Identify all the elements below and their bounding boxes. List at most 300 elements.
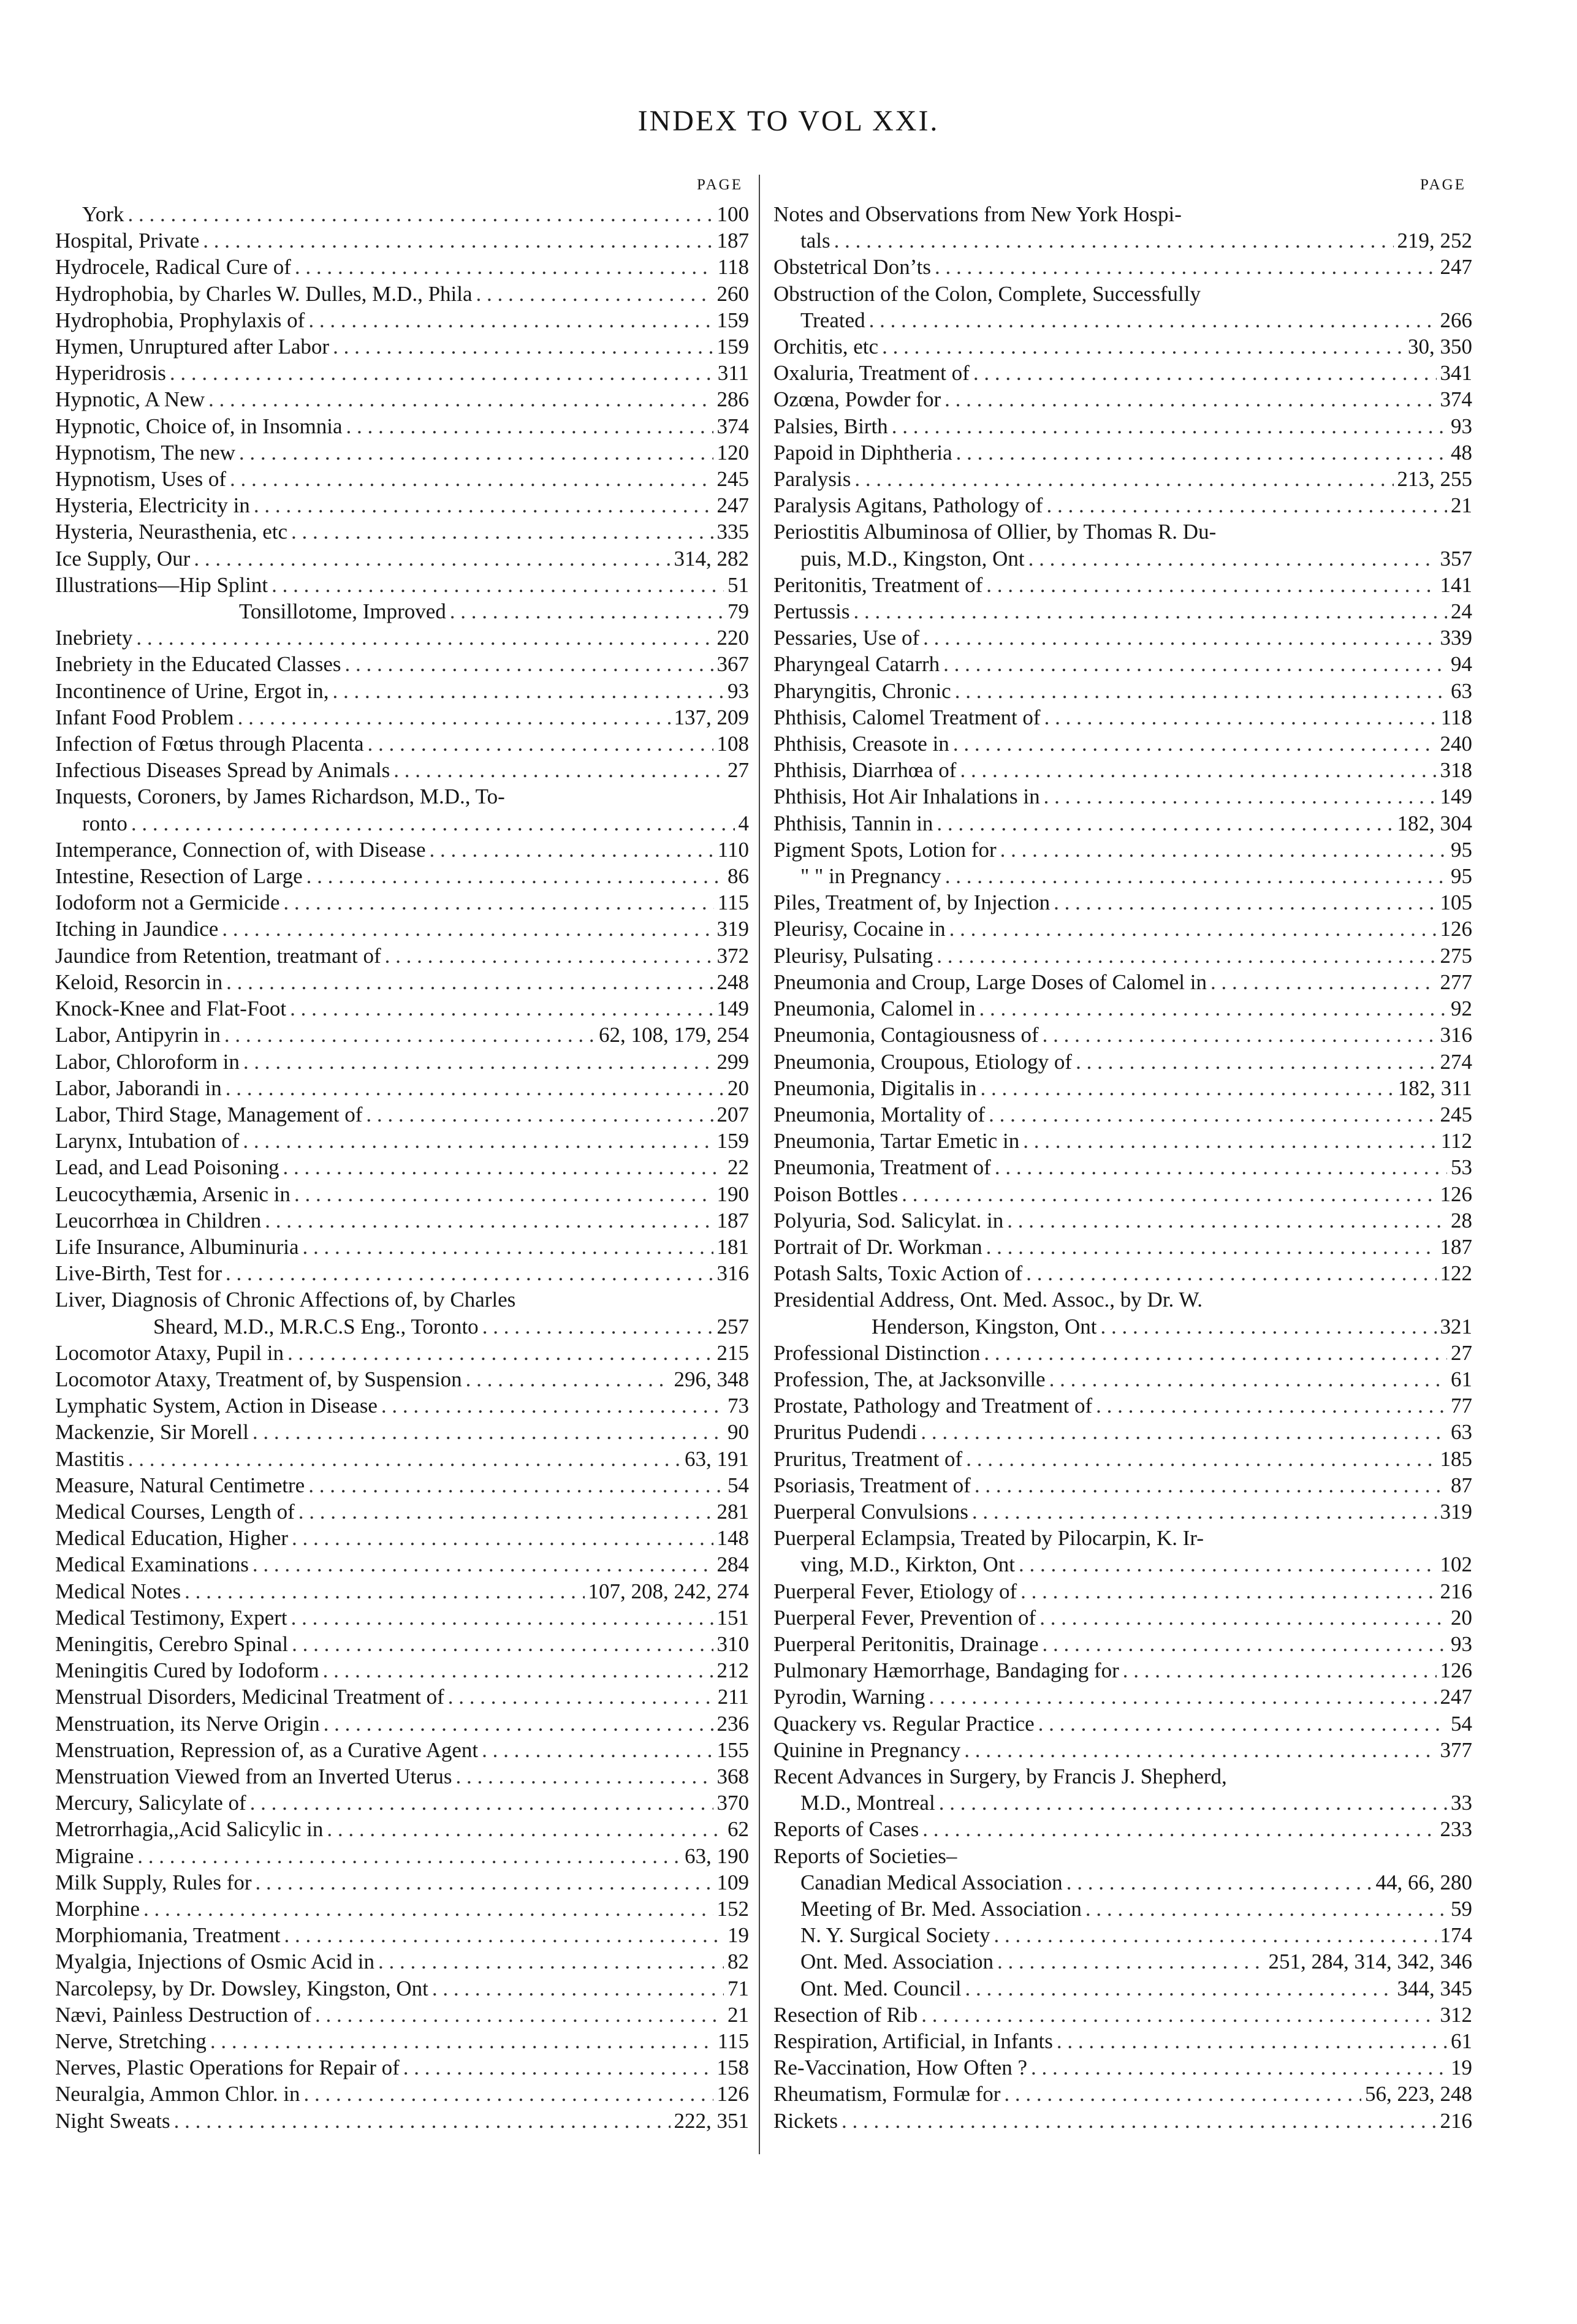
entry-term: Obstetrical Don’ts — [773, 255, 931, 279]
index-entry — [55, 889, 749, 916]
dot-leader — [1049, 1366, 1447, 1392]
entry-pages: 71 — [728, 1976, 749, 2000]
entry-term: Intestine, Resection of Large — [55, 864, 303, 889]
index-entry — [55, 1446, 749, 1472]
entry-line — [55, 1419, 749, 1445]
dot-leader — [136, 625, 713, 651]
entry-line — [55, 1392, 749, 1419]
entry-line — [773, 254, 1472, 280]
entry-term: Paralysis Agitans, Pathology of — [773, 493, 1043, 518]
entry-pages: 24 — [1451, 599, 1472, 624]
page-column-heading-left: PAGE — [697, 177, 743, 193]
entry-term: Poison Bottles — [773, 1182, 899, 1206]
entry-line — [55, 863, 749, 889]
entry-line — [55, 1207, 749, 1234]
entry-line — [773, 1128, 1472, 1154]
index-entry — [773, 1446, 1472, 1472]
index-entry — [55, 1711, 749, 1737]
entry-term: Puerperal Peritonitis, Drainage — [773, 1631, 1039, 1656]
entry-term: Polyuria, Sod. Salicylat. in — [773, 1208, 1004, 1232]
entry-term: Ont. Med. Association — [800, 1950, 994, 1974]
dot-leader — [1123, 1657, 1437, 1684]
index-entry — [55, 518, 749, 545]
entry-pages: 126 — [1440, 1182, 1472, 1206]
dot-leader — [254, 492, 713, 518]
dot-leader — [1043, 1022, 1437, 1048]
index-entry — [55, 2002, 749, 2028]
dot-leader — [981, 1075, 1394, 1101]
index-entry — [773, 651, 1472, 677]
entry-line — [55, 757, 749, 783]
entry-term: Medical Examinations — [55, 1552, 249, 1577]
entry-term: Pneumonia, Mortality of — [773, 1102, 986, 1126]
dot-leader — [327, 1816, 724, 1842]
dot-leader — [929, 1684, 1436, 1710]
entry-pages: 118 — [1440, 705, 1472, 729]
entry-term: Hysteria, Neurasthenia, etc — [55, 520, 288, 544]
entry-line — [773, 1154, 1472, 1180]
dot-leader — [253, 1419, 724, 1445]
entry-line — [55, 704, 749, 731]
dot-leader — [210, 2028, 714, 2054]
entry-pages: 21 — [1451, 493, 1472, 518]
entry-pages: 377 — [1440, 1737, 1472, 1762]
entry-pages: 87 — [1451, 1473, 1472, 1497]
entry-pages: 233 — [1440, 1817, 1472, 1842]
entry-line — [55, 1101, 749, 1128]
dot-leader — [1000, 837, 1447, 863]
entry-term: Phthisis, Diarrhœa of — [773, 758, 957, 783]
dot-leader — [1096, 1392, 1447, 1419]
entry-line — [773, 995, 1472, 1022]
dot-leader — [385, 943, 713, 969]
dot-leader — [975, 1472, 1447, 1498]
entry-line — [773, 2081, 1472, 2107]
entry-line — [55, 1604, 749, 1631]
entry-pages: 299 — [716, 1049, 749, 1074]
entry-pages: 247 — [716, 493, 749, 518]
index-entry — [773, 1181, 1472, 1207]
index-entry — [55, 1869, 749, 1896]
dot-leader — [298, 1498, 713, 1525]
dot-leader — [842, 2108, 1437, 2134]
entry-term: Metrorrhagia,,Acid Salicylic in — [55, 1817, 324, 1842]
dot-leader — [174, 2108, 671, 2134]
entry-pages: 368 — [716, 1764, 749, 1788]
entry-pages: 95 — [1451, 837, 1472, 862]
entry-line — [773, 1313, 1472, 1340]
index-entry — [773, 1631, 1472, 1657]
index-entry — [55, 1366, 749, 1392]
entry-term: Infant Food Problem — [55, 705, 234, 729]
entry-line — [55, 1525, 749, 1551]
entry-line — [55, 1684, 749, 1710]
dot-leader — [1023, 1128, 1437, 1154]
entry-term: Rheumatism, Formulæ for — [773, 2082, 1001, 2106]
entry-line — [55, 731, 749, 757]
dot-leader — [284, 1922, 724, 1948]
entry-line — [55, 307, 749, 333]
entry-pages: 319 — [1440, 1499, 1472, 1524]
index-entry — [55, 1975, 749, 2002]
entry-pages: 77 — [1451, 1394, 1472, 1418]
index-entry — [773, 1737, 1472, 1763]
index-entry — [55, 492, 749, 518]
dot-leader — [1020, 1578, 1436, 1604]
entry-term: Lymphatic System, Action in Disease — [55, 1394, 378, 1418]
dot-leader — [238, 704, 671, 731]
entry-term: Night Sweats — [55, 2108, 170, 2133]
entry-term: Peritonitis, Treatment of — [773, 572, 983, 597]
entry-pages: 126 — [1440, 917, 1472, 941]
entry-pages: 51 — [728, 572, 749, 597]
entry-line — [55, 1631, 749, 1657]
index-entry — [773, 1234, 1472, 1260]
dot-leader — [295, 254, 714, 280]
dot-leader — [476, 281, 713, 307]
entry-line — [773, 492, 1472, 518]
entry-term: Quinine in Pregnancy — [773, 1737, 961, 1762]
entry-pages: 93 — [1451, 414, 1472, 438]
entry-term: Menstruation Viewed from an Inverted Uterus — [55, 1764, 452, 1788]
entry-pages: 54 — [1451, 1711, 1472, 1736]
index-entry — [773, 1869, 1472, 1896]
entry-line — [773, 1075, 1472, 1101]
index-entry — [773, 1260, 1472, 1286]
entry-line — [55, 466, 749, 492]
entry-term: Locomotor Ataxy, Treatment of, by Suspension — [55, 1367, 462, 1391]
entry-pages: 187 — [716, 1208, 749, 1232]
index-entry — [55, 731, 749, 757]
entry-term: Psoriasis, Treatment of — [773, 1473, 971, 1497]
entry-line — [773, 916, 1472, 942]
entry-line — [773, 2108, 1472, 2134]
entry-pages: 73 — [728, 1394, 749, 1418]
dot-leader — [381, 1392, 724, 1419]
entry-pages: 54 — [728, 1473, 749, 1497]
dot-leader — [287, 1340, 713, 1366]
index-entry — [773, 1366, 1472, 1392]
entry-pages: 266 — [1440, 308, 1472, 332]
entry-pages: 20 — [728, 1076, 749, 1100]
entry-term: Morphiomania, Treatment — [55, 1923, 281, 1948]
entry-pages: 216 — [1440, 1579, 1472, 1603]
entry-term: Infectious Diseases Spread by Animals — [55, 758, 390, 783]
entry-term: Illustrations—Hip Splint — [55, 572, 268, 597]
entry-line — [773, 1551, 1472, 1578]
dot-leader — [935, 254, 1437, 280]
entry-pages: 374 — [716, 414, 749, 438]
index-entry — [773, 386, 1472, 412]
entry-line — [55, 1181, 749, 1207]
entry-line — [773, 1711, 1472, 1737]
entry-term: Pigment Spots, Lotion for — [773, 837, 997, 862]
entry-line — [55, 943, 749, 969]
entry-term: Re-Vaccination, How Often ? — [773, 2056, 1028, 2080]
entry-pages: 284 — [716, 1552, 749, 1577]
entry-line — [55, 1711, 749, 1737]
entry-term: Phthisis, Calomel Treatment of — [773, 705, 1041, 729]
index-entry — [55, 1392, 749, 1419]
index-entry — [773, 731, 1472, 757]
entry-pages: 92 — [1451, 997, 1472, 1021]
entry-pages: 216 — [1440, 2108, 1472, 2133]
entry-line — [773, 1975, 1472, 2002]
index-entry — [55, 281, 749, 307]
entry-term: Professional Distinction — [773, 1340, 981, 1365]
entry-pages: 187 — [1440, 1234, 1472, 1259]
entry-pages: 281 — [716, 1499, 749, 1524]
index-entry — [773, 1922, 1472, 1948]
dot-leader — [854, 466, 1393, 492]
dot-leader — [253, 1551, 713, 1578]
entry-pages: 4 — [738, 811, 749, 835]
dot-leader — [1046, 492, 1447, 518]
entry-term: Prostate, Pathology and Treatment of — [773, 1394, 1093, 1418]
dot-leader — [986, 572, 1436, 598]
entry-line — [55, 1869, 749, 1896]
entry-line — [773, 545, 1472, 572]
entry-pages: 27 — [1451, 1340, 1472, 1365]
page-column-heading-right: PAGE — [1420, 177, 1466, 193]
dot-leader — [943, 651, 1447, 677]
entry-pages: 120 — [716, 440, 749, 465]
index-entries-right — [773, 201, 1472, 2134]
entry-line — [55, 227, 749, 254]
entry-term: Phthisis, Tannin in — [773, 811, 933, 835]
entry-line — [773, 625, 1472, 651]
entry-pages: 187 — [716, 229, 749, 253]
dot-leader — [466, 1366, 671, 1392]
entry-line — [773, 651, 1472, 677]
entry-term: Hyperidrosis — [55, 361, 166, 385]
dot-leader — [923, 625, 1436, 651]
index-entry — [55, 1578, 749, 1604]
entry-line — [55, 492, 749, 518]
entry-term: Pertussis — [773, 599, 850, 624]
entry-line — [55, 1472, 749, 1498]
entry-line — [55, 1075, 749, 1101]
entry-term-continued: Sheard, M.D., M.R.C.S Eng., Toronto — [153, 1314, 479, 1339]
dot-leader — [208, 386, 713, 412]
entry-term: Tonsillotome, Improved — [239, 599, 446, 624]
entry-line — [55, 386, 749, 412]
index-entry — [773, 995, 1472, 1022]
index-entries-left — [55, 201, 749, 2134]
dot-leader — [283, 889, 713, 916]
entry-pages: 61 — [1451, 1367, 1472, 1391]
entry-line — [55, 969, 749, 995]
dot-leader — [346, 413, 713, 439]
entry-term: Respiration, Artificial, in Infants — [773, 2029, 1053, 2054]
entry-line — [773, 1657, 1472, 1684]
index-entry — [773, 1975, 1472, 2002]
dot-leader — [1100, 1313, 1436, 1340]
entry-line — [55, 333, 749, 360]
dot-leader — [448, 1684, 714, 1710]
entry-line — [773, 1737, 1472, 1763]
dot-leader — [994, 1922, 1436, 1948]
entry-term-continued: tals — [800, 229, 830, 253]
entry-term: Hypnotic, Choice of, in Insomnia — [55, 414, 343, 438]
dot-leader — [945, 863, 1447, 889]
dot-leader — [308, 1472, 724, 1498]
entry-term: Measure, Natural Centimetre — [55, 1473, 305, 1497]
entry-pages: 93 — [1451, 1631, 1472, 1656]
entry-line — [773, 1340, 1472, 1366]
entry-term: Jaundice from Retention, treatmant of — [55, 943, 381, 968]
dot-leader — [834, 227, 1394, 254]
entry-pages: 275 — [1440, 943, 1472, 968]
dot-leader — [137, 1843, 681, 1869]
entry-term: Labor, Antipyrin in — [55, 1023, 221, 1047]
entry-term: Canadian Medical Association — [800, 1870, 1063, 1894]
entry-pages: 94 — [1451, 652, 1472, 677]
dot-leader — [1057, 2028, 1447, 2054]
entry-pages: 159 — [716, 335, 749, 359]
index-entry — [55, 2054, 749, 2081]
index-entry — [55, 307, 749, 333]
entry-term: Lead, and Lead Poisoning — [55, 1155, 279, 1180]
entry-pages: 62 — [728, 1817, 749, 1842]
entry-term: Inebriety — [55, 626, 133, 650]
entry-pages: 115 — [717, 890, 749, 915]
dot-leader — [1038, 1711, 1447, 1737]
dot-leader — [250, 1790, 713, 1816]
entry-pages: 374 — [1440, 387, 1472, 412]
index-entry — [773, 2081, 1472, 2107]
entry-line — [773, 360, 1472, 386]
entry-line — [55, 916, 749, 942]
entry-pages: 148 — [716, 1526, 749, 1551]
index-entry — [55, 1022, 749, 1048]
entry-pages: 112 — [1440, 1129, 1472, 1153]
entry-line — [773, 307, 1472, 333]
entry-line — [55, 572, 749, 598]
entry-line — [773, 1392, 1472, 1419]
entry-line — [773, 227, 1472, 254]
index-entry — [773, 916, 1472, 942]
dot-leader — [955, 678, 1447, 704]
dot-leader — [939, 1790, 1447, 1816]
entry-line — [55, 1737, 749, 1763]
index-entry — [773, 1075, 1472, 1101]
entry-pages: 19 — [728, 1923, 749, 1948]
entry-term: York — [82, 202, 124, 226]
dot-leader — [1039, 1604, 1447, 1631]
entry-line — [55, 1657, 749, 1684]
entry-term: Morphine — [55, 1897, 140, 1921]
index-entry — [773, 889, 1472, 916]
dot-leader — [949, 916, 1437, 942]
entry-term: Resection of Rib — [773, 2002, 918, 2027]
entry-line — [773, 1948, 1472, 1975]
index-entry — [55, 1737, 749, 1763]
entry-line — [773, 678, 1472, 704]
entry-term: Puerperal Fever, Etiology of — [773, 1579, 1017, 1603]
entry-pages: 126 — [716, 2082, 749, 2106]
index-entry — [773, 1816, 1472, 1842]
entry-line — [773, 1684, 1472, 1710]
index-entry — [773, 1684, 1472, 1710]
entry-pages: 316 — [1440, 1023, 1472, 1047]
entry-pages: 182, 311 — [1397, 1076, 1472, 1100]
entry-line — [773, 783, 1472, 810]
index-entry — [773, 281, 1472, 333]
entry-line — [55, 1234, 749, 1260]
index-entry — [55, 227, 749, 254]
entry-pages: 212 — [716, 1658, 749, 1683]
dot-leader — [283, 1154, 724, 1180]
dot-leader — [128, 1446, 681, 1472]
entry-term-continued: Treated — [800, 308, 865, 332]
entry-term-continued: puis, M.D., Kingston, Ont — [800, 546, 1025, 571]
entry-line — [55, 651, 749, 677]
index-entry — [55, 1763, 749, 1790]
entry-term: Life Insurance, Albuminuria — [55, 1234, 299, 1259]
entry-term: Mercury, Salicylate of — [55, 1791, 246, 1815]
index-entry — [773, 1128, 1472, 1154]
entry-term: Keloid, Resorcin in — [55, 970, 223, 994]
index-entry — [55, 201, 749, 227]
entry-term: Puerperal Convulsions — [773, 1499, 968, 1524]
index-entry — [773, 2054, 1472, 2081]
entry-line — [773, 810, 1472, 837]
dot-leader — [956, 439, 1447, 466]
entry-line — [773, 1631, 1472, 1657]
entry-line — [55, 2108, 749, 2134]
index-entry — [55, 1207, 749, 1234]
entry-term: Medical Testimony, Expert — [55, 1605, 287, 1630]
entry-term: Phthisis, Hot Air Inhalations in — [773, 784, 1040, 809]
entry-line — [55, 1551, 749, 1578]
index-entry — [55, 1498, 749, 1525]
index-entry — [55, 1551, 749, 1578]
index-entry — [55, 1525, 749, 1551]
index-entry — [773, 1419, 1472, 1445]
index-entry — [773, 572, 1472, 598]
entry-pages: 251, 284, 314, 342, 346 — [1268, 1950, 1472, 1974]
entry-line — [55, 889, 749, 916]
entry-pages: 312 — [1440, 2002, 1472, 2027]
entry-line — [55, 1896, 749, 1922]
entry-term-continued: M.D., Montreal — [800, 1791, 935, 1815]
index-entry — [55, 2081, 749, 2107]
entry-line — [773, 1578, 1472, 1604]
entry-pages: 110 — [717, 837, 749, 862]
entry-term: Ozœna, Powder for — [773, 387, 941, 412]
entry-term: Rickets — [773, 2108, 838, 2133]
entry-term: Orchitis, etc — [773, 335, 879, 359]
entry-term: Milk Supply, Rules for — [55, 1870, 252, 1894]
entry-term: Labor, Third Stage, Management of — [55, 1102, 363, 1126]
index-entry — [773, 1049, 1472, 1075]
entry-pages: 181 — [716, 1234, 749, 1259]
entry-pages: 149 — [1440, 784, 1472, 809]
entry-pages: 310 — [716, 1631, 749, 1656]
entry-line — [55, 810, 749, 837]
index-entry — [773, 598, 1472, 625]
dot-leader — [972, 1498, 1437, 1525]
entry-term: Pharyngitis, Chronic — [773, 678, 951, 703]
index-entry — [773, 1525, 1472, 1578]
entry-pages: 27 — [728, 758, 749, 783]
entry-pages: 318 — [1440, 758, 1472, 783]
entry-pages: 159 — [716, 308, 749, 332]
page-title: INDEX TO VOL XXI. — [637, 105, 940, 137]
entry-pages: 357 — [1440, 546, 1472, 571]
index-entry — [773, 1101, 1472, 1128]
